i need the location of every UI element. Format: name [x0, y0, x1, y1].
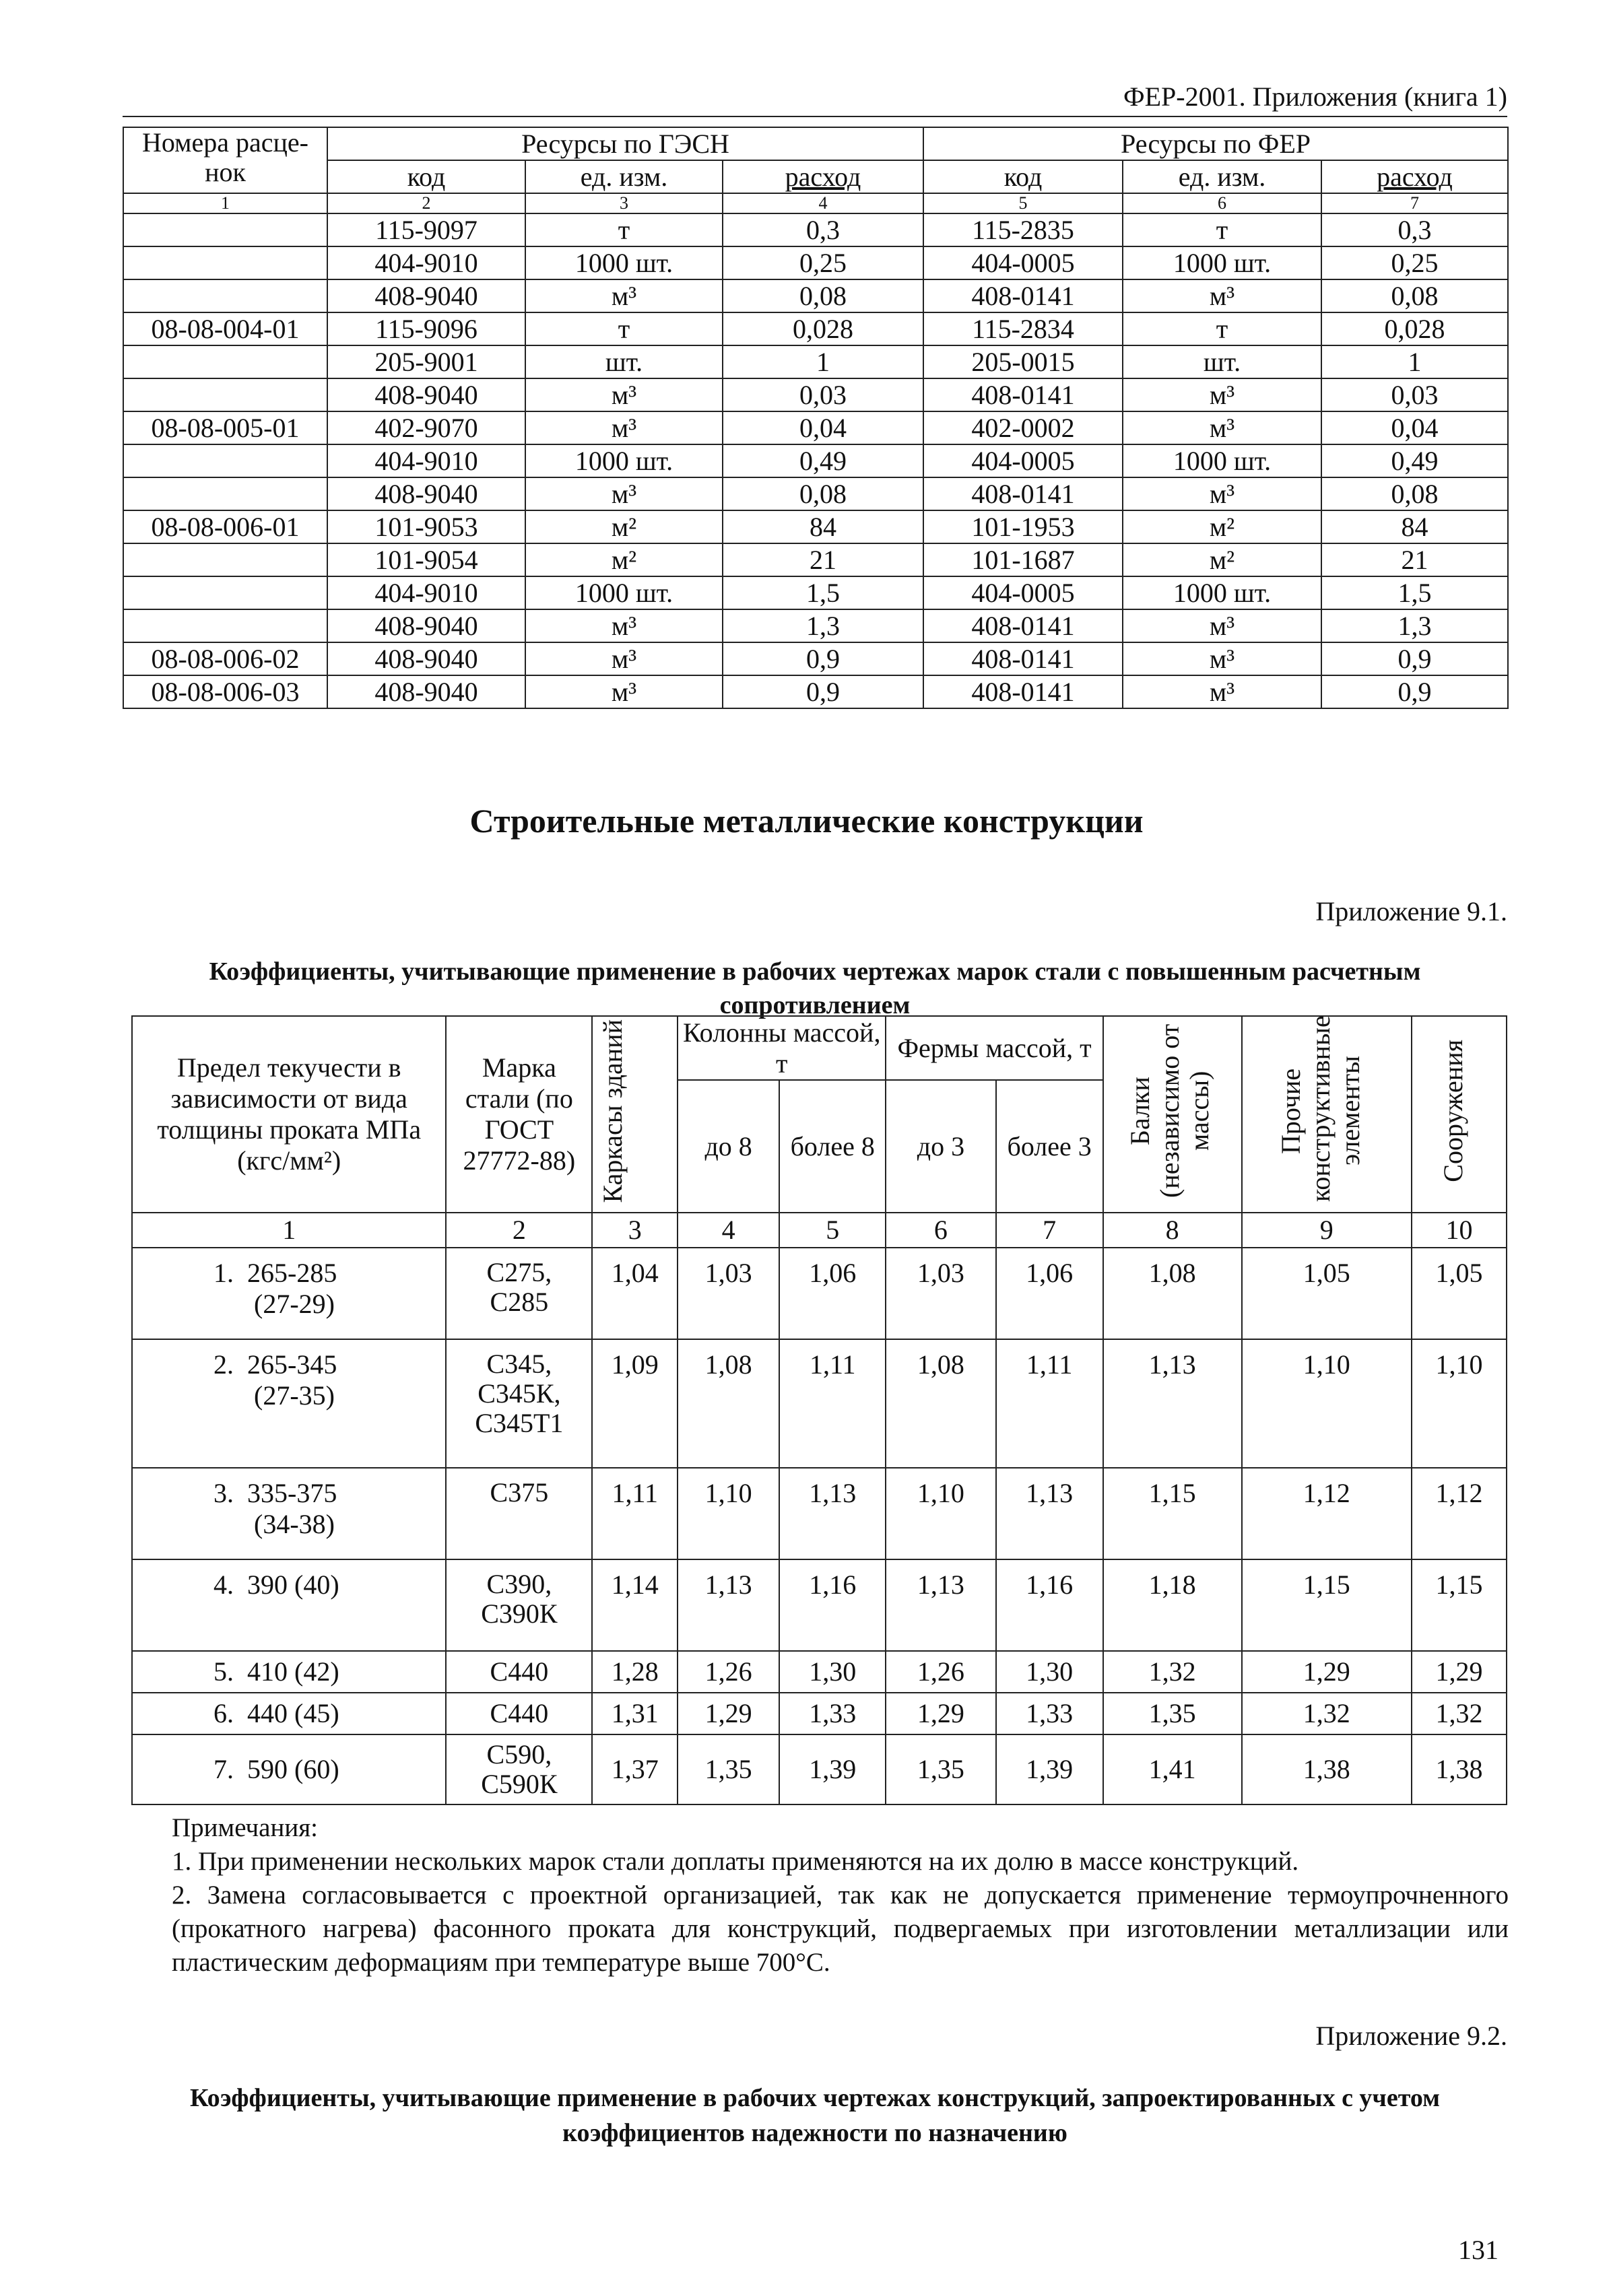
steel-grade-line: С390К [481, 1598, 558, 1629]
yield-limit-kgs: (34-38) [254, 1509, 335, 1539]
structures-coef: 1,32 [1412, 1693, 1507, 1734]
note-1: 1. При применении нескольких марок стали доплаты применяются на их долю в массе конструкций. [172, 1847, 1299, 1876]
gesn-unit: м³ [525, 642, 723, 675]
columns-upto8-coef: 1,35 [678, 1734, 779, 1804]
col-index: 6 [1123, 193, 1321, 213]
fer-code: 404-0005 [923, 246, 1123, 279]
other-coef: 1,12 [1242, 1468, 1412, 1559]
rate-number: 08-08-006-03 [123, 675, 327, 708]
structures-coef: 1,12 [1412, 1468, 1507, 1559]
rate-number: 08-08-005-01 [123, 411, 327, 444]
fer-amount: 0,028 [1321, 312, 1508, 345]
other-label: Прочие конструктивные элементы [1275, 1015, 1365, 1202]
col-header-fer-unit: ед. изм. [1123, 160, 1321, 193]
gesn-amount: 0,08 [723, 279, 923, 312]
table-row [132, 1468, 1507, 1559]
beams-coef: 1,15 [1103, 1468, 1242, 1559]
row-number: 1. [213, 1258, 234, 1288]
col-index: 8 [1103, 1213, 1242, 1248]
table-row [132, 1248, 1507, 1339]
gesn-unit: м² [525, 510, 723, 543]
col-header-upto3: до 3 [886, 1080, 995, 1213]
col-header-fer: Ресурсы по ФЕР [923, 127, 1508, 160]
fer-unit: м³ [1123, 675, 1321, 708]
trusses-upto3-coef: 1,35 [886, 1734, 995, 1804]
columns-over8-coef: 1,06 [779, 1248, 886, 1339]
fer-unit: м³ [1123, 609, 1321, 642]
fer-unit: м³ [1123, 411, 1321, 444]
section-title: Строительные металлические конструкции [469, 802, 1144, 840]
table-row [123, 543, 1508, 576]
yield-limit-mpa: 265-285 [247, 1258, 337, 1288]
trusses-upto3-coef: 1,26 [886, 1651, 995, 1693]
beams-label: Балки (независимо от массы) [1124, 1023, 1214, 1198]
col-header-gesn-amount: расход [723, 160, 923, 193]
structures-label: Сооружения [1438, 1040, 1469, 1182]
gesn-code: 408-9040 [327, 675, 525, 708]
gesn-code: 404-9010 [327, 576, 525, 609]
gesn-amount: 0,25 [723, 246, 923, 279]
gesn-code: 205-9001 [327, 345, 525, 378]
trusses-upto3-coef: 1,13 [886, 1559, 995, 1651]
gesn-unit: м³ [525, 675, 723, 708]
col-index: 10 [1412, 1213, 1507, 1248]
table-row [123, 642, 1508, 675]
other-coef: 1,05 [1242, 1248, 1412, 1339]
gesn-code: 404-9010 [327, 246, 525, 279]
other-coef: 1,10 [1242, 1339, 1412, 1468]
gesn-amount: 0,08 [723, 477, 923, 510]
fer-code: 408-0141 [923, 378, 1123, 411]
fer-amount: 0,9 [1321, 642, 1508, 675]
fer-amount: 0,9 [1321, 675, 1508, 708]
table-row [123, 444, 1508, 477]
yield-limit [132, 1693, 446, 1734]
table-row [123, 213, 1508, 246]
steel-grade [446, 1339, 592, 1468]
gesn-amount: 0,9 [723, 642, 923, 675]
rate-number [123, 345, 327, 378]
fer-amount: 1,5 [1321, 576, 1508, 609]
columns-over8-coef: 1,39 [779, 1734, 886, 1804]
steel-grade [446, 1651, 592, 1693]
yield-limit-kgs: (27-35) [254, 1380, 335, 1411]
rate-number: 08-08-006-01 [123, 510, 327, 543]
gesn-amount: 0,3 [723, 213, 923, 246]
trusses-over3-coef: 1,30 [996, 1651, 1103, 1693]
col-index: 3 [592, 1213, 678, 1248]
gesn-unit: м² [525, 543, 723, 576]
steel-grade-line: С285 [490, 1287, 549, 1317]
col-index: 4 [723, 193, 923, 213]
other-coef: 1,15 [1242, 1559, 1412, 1651]
appendix-9-1-caption: Коэффициенты, учитывающие применение в рабочих чертежах марок стали с повышенным расчетным сопротивлением [209, 957, 1421, 1019]
note-2: 2. Замена согласовывается с проектной организацией, так как не допускается применение термоупрочненного (прокатного нагрева) фасонного проката для конструкций, подвергаемых при изготовлении металлизации или пластическим деформациям при температуре выше 700°С. [172, 1881, 1509, 1977]
trusses-over3-coef: 1,13 [996, 1468, 1103, 1559]
row-number: 6. [213, 1698, 234, 1728]
table-row [123, 279, 1508, 312]
table-row [132, 1693, 1507, 1734]
steel-grade-line: С440 [490, 1698, 549, 1728]
table-row [123, 510, 1508, 543]
columns-upto8-coef: 1,10 [678, 1468, 779, 1559]
col-header-limit: Предел текучести в зависимости от вида толщины проката МПа (кгс/мм²) [132, 1016, 446, 1213]
fer-amount: 1 [1321, 345, 1508, 378]
gesn-amount: 1,5 [723, 576, 923, 609]
steel-grade-line: С275, [486, 1257, 552, 1287]
columns-over8-coef: 1,33 [779, 1693, 886, 1734]
yield-limit [132, 1468, 446, 1559]
fer-unit: м² [1123, 510, 1321, 543]
steel-grade-line: С590, [486, 1739, 552, 1769]
structures-coef: 1,29 [1412, 1651, 1507, 1693]
gesn-code: 101-9054 [327, 543, 525, 576]
beams-coef: 1,35 [1103, 1693, 1242, 1734]
gesn-amount: 0,03 [723, 378, 923, 411]
fer-amount: 0,08 [1321, 279, 1508, 312]
steel-grade-line: С345, [486, 1349, 552, 1379]
fer-unit: 1000 шт. [1123, 444, 1321, 477]
trusses-upto3-coef: 1,10 [886, 1468, 995, 1559]
steel-grade [446, 1468, 592, 1559]
col-header-gesn-code: код [327, 160, 525, 193]
frames-coef: 1,28 [592, 1651, 678, 1693]
fer-amount: 0,08 [1321, 477, 1508, 510]
columns-upto8-coef: 1,26 [678, 1651, 779, 1693]
gesn-code: 408-9040 [327, 642, 525, 675]
fer-code: 115-2835 [923, 213, 1123, 246]
gesn-unit: т [525, 312, 723, 345]
table-row [123, 609, 1508, 642]
gesn-unit: м³ [525, 609, 723, 642]
col-header-fer-code: код [923, 160, 1123, 193]
steel-grade-line: С440 [490, 1656, 549, 1687]
rate-number [123, 609, 327, 642]
columns-over8-coef: 1,16 [779, 1559, 886, 1651]
gesn-unit: м³ [525, 477, 723, 510]
fer-unit: т [1123, 312, 1321, 345]
beams-coef: 1,41 [1103, 1734, 1242, 1804]
fer-amount: 84 [1321, 510, 1508, 543]
col-index: 1 [123, 193, 327, 213]
row-number: 5. [213, 1656, 234, 1687]
yield-limit-mpa: 265-345 [247, 1349, 337, 1380]
yield-limit [132, 1734, 446, 1804]
col-index: 9 [1242, 1213, 1412, 1248]
col-header-gesn-unit: ед. изм. [525, 160, 723, 193]
appendix-9-1-label: Приложение 9.1. [1315, 896, 1507, 926]
fer-amount: 0,3 [1321, 213, 1508, 246]
gesn-code: 404-9010 [327, 444, 525, 477]
gesn-code: 115-9096 [327, 312, 525, 345]
other-coef: 1,29 [1242, 1651, 1412, 1693]
trusses-over3-coef: 1,16 [996, 1559, 1103, 1651]
other-coef: 1,32 [1242, 1693, 1412, 1734]
trusses-over3-coef: 1,33 [996, 1693, 1103, 1734]
rate-number [123, 477, 327, 510]
gesn-amount: 0,9 [723, 675, 923, 708]
fer-amount: 1,3 [1321, 609, 1508, 642]
fer-unit: 1000 шт. [1123, 576, 1321, 609]
rate-number [123, 576, 327, 609]
col-index: 7 [1321, 193, 1508, 213]
beams-coef: 1,32 [1103, 1651, 1242, 1693]
gesn-code: 408-9040 [327, 378, 525, 411]
appendix-9-2-label: Приложение 9.2. [1315, 2021, 1507, 2051]
col-index: 3 [525, 193, 723, 213]
gesn-amount: 84 [723, 510, 923, 543]
notes [172, 1811, 1509, 1980]
table-row [123, 411, 1508, 444]
gesn-code: 408-9040 [327, 279, 525, 312]
gesn-code: 408-9040 [327, 609, 525, 642]
columns-upto8-coef: 1,08 [678, 1339, 779, 1468]
col-header-structures [1412, 1016, 1507, 1213]
col-header-gesn: Ресурсы по ГЭСН [327, 127, 923, 160]
trusses-over3-coef: 1,11 [996, 1339, 1103, 1468]
gesn-unit: 1000 шт. [525, 246, 723, 279]
gesn-unit: м³ [525, 279, 723, 312]
col-header-over3: более 3 [996, 1080, 1103, 1213]
appendix-9-2-caption: Коэффициенты, учитывающие применение в рабочих чертежах конструкций, запроектированных с учетом коэффициентов надежности по назначению [189, 2084, 1441, 2147]
yield-limit-kgs: (27-29) [254, 1289, 335, 1319]
gesn-unit: м³ [525, 378, 723, 411]
columns-over8-coef: 1,11 [779, 1339, 886, 1468]
gesn-code: 402-9070 [327, 411, 525, 444]
table-row [123, 675, 1508, 708]
fer-code: 205-0015 [923, 345, 1123, 378]
other-coef: 1,38 [1242, 1734, 1412, 1804]
col-header-beams [1103, 1016, 1242, 1213]
trusses-upto3-coef: 1,29 [886, 1693, 995, 1734]
beams-coef: 1,08 [1103, 1248, 1242, 1339]
gesn-amount: 1 [723, 345, 923, 378]
col-index: 2 [446, 1213, 592, 1248]
steel-grade-line: С590К [481, 1769, 558, 1799]
frames-coef: 1,37 [592, 1734, 678, 1804]
yield-limit-mpa: 410 (42) [247, 1656, 339, 1687]
fer-code: 404-0005 [923, 444, 1123, 477]
frames-coef: 1,09 [592, 1339, 678, 1468]
fer-code: 408-0141 [923, 609, 1123, 642]
rate-number [123, 378, 327, 411]
steel-grade [446, 1559, 592, 1651]
yield-limit [132, 1559, 446, 1651]
col-index: 1 [132, 1213, 446, 1248]
col-header-frames [592, 1016, 678, 1213]
trusses-upto3-coef: 1,03 [886, 1248, 995, 1339]
fer-unit: м³ [1123, 642, 1321, 675]
col-index: 4 [678, 1213, 779, 1248]
col-index: 7 [996, 1213, 1103, 1248]
steel-grade-line: С345Т1 [475, 1408, 564, 1438]
structures-coef: 1,15 [1412, 1559, 1507, 1651]
steel-grade [446, 1734, 592, 1804]
row-number: 2. [213, 1349, 234, 1380]
yield-limit-mpa: 335-375 [247, 1478, 337, 1508]
table-row [132, 1734, 1507, 1804]
rate-number: 08-08-004-01 [123, 312, 327, 345]
rate-number [123, 444, 327, 477]
rate-number [123, 279, 327, 312]
fer-amount: 0,25 [1321, 246, 1508, 279]
header-rule [123, 116, 1507, 117]
document-header: ФЕР-2001. Приложения (книга 1) [1123, 81, 1507, 112]
frames-coef: 1,14 [592, 1559, 678, 1651]
yield-limit-mpa: 590 (60) [247, 1754, 339, 1784]
table-row [123, 246, 1508, 279]
gesn-amount: 0,04 [723, 411, 923, 444]
gesn-unit: 1000 шт. [525, 576, 723, 609]
col-index: 2 [327, 193, 525, 213]
fer-code: 402-0002 [923, 411, 1123, 444]
table-row [123, 477, 1508, 510]
fer-unit: 1000 шт. [1123, 246, 1321, 279]
columns-upto8-coef: 1,13 [678, 1559, 779, 1651]
rate-number [123, 246, 327, 279]
col-header-over8: более 8 [779, 1080, 886, 1213]
notes-title: Примечания: [172, 1813, 318, 1842]
fer-amount: 0,49 [1321, 444, 1508, 477]
gesn-unit: 1000 шт. [525, 444, 723, 477]
steel-grade [446, 1693, 592, 1734]
steel-grade-line: С345К, [478, 1378, 561, 1409]
frames-coef: 1,04 [592, 1248, 678, 1339]
coefficients-table [131, 1015, 1507, 1805]
rate-number [123, 543, 327, 576]
yield-limit-mpa: 390 (40) [247, 1569, 339, 1600]
col-header-columns: Колонны массой, т [678, 1016, 886, 1080]
fer-unit: м³ [1123, 378, 1321, 411]
table-row [132, 1651, 1507, 1693]
rate-number: 08-08-006-02 [123, 642, 327, 675]
gesn-unit: шт. [525, 345, 723, 378]
table-row [123, 576, 1508, 609]
fer-unit: шт. [1123, 345, 1321, 378]
fer-code: 408-0141 [923, 279, 1123, 312]
fer-amount: 0,03 [1321, 378, 1508, 411]
trusses-over3-coef: 1,06 [996, 1248, 1103, 1339]
trusses-over3-coef: 1,39 [996, 1734, 1103, 1804]
table-row [123, 345, 1508, 378]
resources-table [123, 127, 1509, 709]
rate-number [123, 213, 327, 246]
col-header-trusses: Фермы массой, т [886, 1016, 1102, 1080]
table-row [123, 312, 1508, 345]
columns-upto8-coef: 1,29 [678, 1693, 779, 1734]
fer-code: 408-0141 [923, 642, 1123, 675]
steel-grade-line: С390, [486, 1569, 552, 1599]
columns-over8-coef: 1,13 [779, 1468, 886, 1559]
yield-limit [132, 1651, 446, 1693]
structures-coef: 1,05 [1412, 1248, 1507, 1339]
yield-limit [132, 1339, 446, 1468]
table-row [132, 1559, 1507, 1651]
gesn-code: 101-9053 [327, 510, 525, 543]
table-row [123, 378, 1508, 411]
steel-grade [446, 1248, 592, 1339]
gesn-amount: 0,49 [723, 444, 923, 477]
row-number: 7. [213, 1754, 234, 1784]
columns-upto8-coef: 1,03 [678, 1248, 779, 1339]
fer-amount: 21 [1321, 543, 1508, 576]
trusses-upto3-coef: 1,08 [886, 1339, 995, 1468]
fer-unit: м² [1123, 543, 1321, 576]
gesn-amount: 21 [723, 543, 923, 576]
table-row [132, 1339, 1507, 1468]
frames-coef: 1,31 [592, 1693, 678, 1734]
yield-limit-mpa: 440 (45) [247, 1698, 339, 1728]
row-number: 3. [213, 1478, 234, 1508]
col-header-other [1242, 1016, 1412, 1213]
fer-code: 101-1687 [923, 543, 1123, 576]
fer-unit: т [1123, 213, 1321, 246]
page-number: 131 [1458, 2235, 1499, 2265]
gesn-unit: т [525, 213, 723, 246]
columns-over8-coef: 1,30 [779, 1651, 886, 1693]
yield-limit [132, 1248, 446, 1339]
fer-unit: м³ [1123, 477, 1321, 510]
fer-code: 115-2834 [923, 312, 1123, 345]
col-header-upto8: до 8 [678, 1080, 779, 1213]
gesn-code: 115-9097 [327, 213, 525, 246]
col-index: 6 [886, 1213, 995, 1248]
fer-code: 408-0141 [923, 675, 1123, 708]
fer-amount: 0,04 [1321, 411, 1508, 444]
fer-code: 404-0005 [923, 576, 1123, 609]
col-header-numbers: Номера расце-нок [123, 127, 327, 193]
col-index: 5 [923, 193, 1123, 213]
beams-coef: 1,13 [1103, 1339, 1242, 1468]
row-number: 4. [213, 1569, 234, 1600]
gesn-unit: м³ [525, 411, 723, 444]
structures-coef: 1,38 [1412, 1734, 1507, 1804]
frames-coef: 1,11 [592, 1468, 678, 1559]
gesn-code: 408-9040 [327, 477, 525, 510]
fer-code: 101-1953 [923, 510, 1123, 543]
col-index: 5 [779, 1213, 886, 1248]
fer-code: 408-0141 [923, 477, 1123, 510]
gesn-amount: 1,3 [723, 609, 923, 642]
steel-grade-line: С375 [490, 1477, 549, 1508]
frames-label: Каркасы зданий [597, 1019, 628, 1203]
fer-unit: м³ [1123, 279, 1321, 312]
col-header-grade: Марка стали (по ГОСТ 27772-88) [446, 1016, 592, 1213]
beams-coef: 1,18 [1103, 1559, 1242, 1651]
col-header-fer-amount: расход [1321, 160, 1508, 193]
structures-coef: 1,10 [1412, 1339, 1507, 1468]
gesn-amount: 0,028 [723, 312, 923, 345]
